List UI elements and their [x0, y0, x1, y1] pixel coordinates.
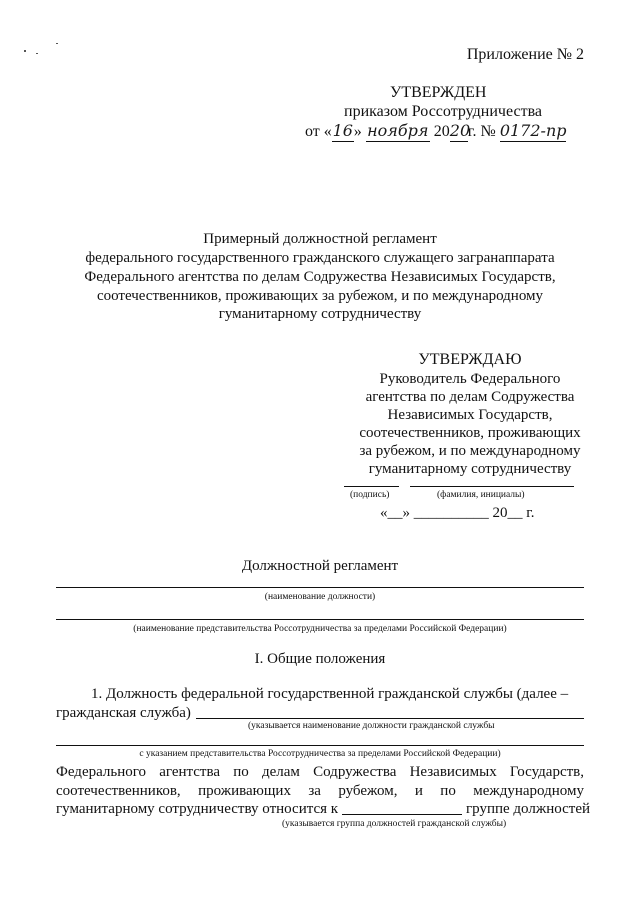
position-caption: (наименование должности)	[264, 592, 376, 602]
scan-speck	[24, 50, 26, 52]
approval-line-4: соотечественников, проживающих	[359, 425, 581, 441]
position-fill-line-2	[56, 745, 584, 746]
order-date-line	[305, 121, 566, 142]
paragraph-1-line-2: гражданская служба)	[56, 705, 191, 721]
date-prefix: от «	[305, 123, 332, 140]
paragraph-1-line-4: соотечественников, проживающих за рубежом, и по международному	[56, 783, 584, 799]
paragraph-1-caption-1: (указывается наименование должности гражданской службы	[248, 721, 495, 731]
date-month: ноября	[367, 121, 429, 140]
position-line	[56, 587, 584, 588]
paragraph-1-line-5-end: группе должностей	[466, 801, 590, 817]
order-number: 0172-пр	[499, 121, 567, 140]
approval-date-line: «__» __________ 20__ г.	[380, 505, 535, 521]
signature-line	[344, 486, 399, 487]
office-line	[56, 619, 584, 620]
title-line-1: Примерный должностной регламент	[203, 231, 437, 247]
approval-line-1: Руководитель Федерального	[379, 371, 561, 387]
scan-speck	[36, 53, 38, 54]
scan-speck	[56, 43, 58, 44]
date-year-suffix: г. №	[467, 123, 496, 140]
date-year: 20	[449, 121, 471, 140]
date-day: 16	[332, 121, 353, 140]
paragraph-1-line-1: 1. Должность федеральной государственной гражданской службы (далее –	[91, 686, 569, 702]
appendix-label: Приложение № 2	[466, 46, 584, 63]
approval-line-2: агентства по делам Содружества	[365, 389, 575, 405]
approval-title: УТВЕРЖДАЮ	[418, 351, 522, 368]
order-line: приказом Россотрудничества	[344, 103, 543, 120]
title-line-2: федерального государственного гражданского служащего загранаппарата	[85, 250, 555, 266]
title-line-5: гуманитарному сотрудничеству	[218, 306, 422, 322]
office-caption: (наименование представительства Россотрудничества за пределами Российской Федерации)	[133, 624, 507, 634]
paragraph-1-caption-3: (указывается группа должностей гражданской службы)	[282, 819, 507, 829]
group-fill-line	[342, 814, 462, 815]
name-caption: (фамилия, инициалы)	[437, 490, 525, 500]
approved-title: УТВЕРЖДЕН	[390, 84, 487, 101]
date-year-prefix: 20	[433, 123, 450, 140]
title-line-3: Федерального агентства по делам Содружества Независимых Государств,	[84, 269, 556, 285]
paragraph-1-caption-2: с указанием представительства Россотрудничества за пределами Российской Федерации)	[139, 749, 501, 759]
approval-line-6: гуманитарному сотрудничеству	[368, 461, 572, 477]
position-fill-line	[196, 718, 584, 719]
approval-line-3: Независимых Государств,	[387, 407, 553, 423]
title-line-4: соотечественников, проживающих за рубежом, и по международному	[96, 288, 544, 304]
approval-line-5: за рубежом, и по международному	[359, 443, 581, 459]
regulation-title: Должностной регламент	[241, 558, 399, 574]
signature-caption: (подпись)	[350, 490, 390, 500]
paragraph-1-line-5-start: гуманитарному сотрудничеству относится к	[56, 801, 339, 817]
name-line	[410, 486, 574, 487]
date-mid: »	[353, 123, 362, 140]
paragraph-1-line-3: Федерального агентства по делам Содружества Независимых Государств,	[56, 764, 584, 780]
section-heading: I. Общие положения	[254, 651, 386, 667]
